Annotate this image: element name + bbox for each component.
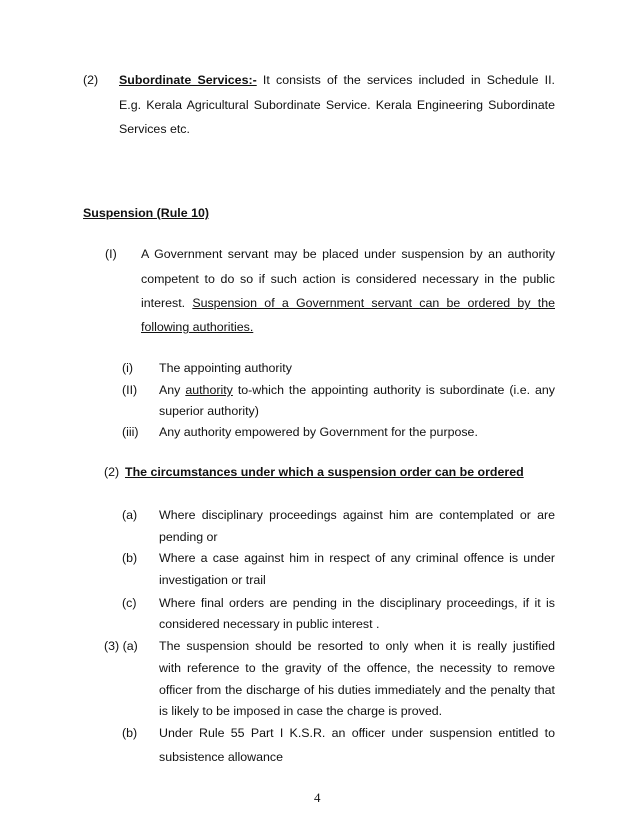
text: Any <box>159 383 186 397</box>
list-item: Where final orders are pending in the disciplinary proceedings, if it is <box>159 596 555 610</box>
item-number: (a) <box>122 508 138 522</box>
item-number: (3) (a) <box>104 639 138 653</box>
section-heading: The circumstances under which a suspension order can be ordered <box>125 465 524 479</box>
list-item <box>159 383 555 397</box>
text: interest. <box>141 296 193 310</box>
list-item: Where a case against him in respect of any criminal offence is under <box>159 551 555 565</box>
paragraph-line: with reference to the gravity of the offence, the necessity to remove <box>159 661 555 675</box>
item-number: (i) <box>122 361 134 375</box>
paragraph-line: Under Rule 55 Part I K.S.R. an officer under suspension entitled to <box>159 726 555 740</box>
list-item-continued: pending or <box>159 530 218 544</box>
item-number: (iii) <box>122 425 139 439</box>
paragraph-line: Services etc. <box>119 122 190 136</box>
underlined-text: Suspension of a Government servant can be ordered by the <box>192 296 555 310</box>
item-number: (c) <box>122 596 137 610</box>
list-item-continued: investigation or trail <box>159 573 266 587</box>
section-heading: Suspension (Rule 10) <box>83 206 209 220</box>
list-item: The appointing authority <box>159 361 292 375</box>
underlined-text: following authorities. <box>141 320 254 334</box>
item-number: (I) <box>105 247 117 261</box>
list-item-continued: considered necessary in public interest . <box>159 617 380 631</box>
item-number: (II) <box>122 383 138 397</box>
text: to-which the appointing authority is subordinate (i.e. any <box>232 383 556 397</box>
paragraph-line: subsistence allowance <box>159 750 283 764</box>
section-heading: Subordinate Services:- <box>119 73 257 87</box>
paragraph-line: A Government servant may be placed under suspension by an authority <box>141 247 555 261</box>
list-item: Any authority empowered by Government for the purpose. <box>159 425 478 439</box>
paragraph-line: officer from the discharge of his duties immediately and the penalty that <box>159 683 555 697</box>
item-number: (2) <box>83 73 99 87</box>
underlined-link[interactable]: authority <box>185 383 233 397</box>
item-number: (b) <box>122 726 138 740</box>
paragraph-line: competent to do so if such action is considered necessary in the public <box>141 272 555 286</box>
text: It consists of the services included in Schedule II. <box>256 73 555 87</box>
list-item: Where disciplinary proceedings against him are contemplated or are <box>159 508 555 522</box>
paragraph-line <box>141 296 555 310</box>
paragraph-line <box>119 73 555 87</box>
paragraph-line: is likely to be imposed in case the charge is proved. <box>159 704 443 718</box>
paragraph-line: E.g. Kerala Agricultural Subordinate Service. Kerala Engineering Subordinate <box>119 98 555 112</box>
list-item-continued: superior authority) <box>159 404 259 418</box>
paragraph-line: The suspension should be resorted to only when it is really justified <box>159 639 555 653</box>
page-number: 4 <box>314 790 321 805</box>
item-number: (2) <box>104 465 120 479</box>
item-number: (b) <box>122 551 138 565</box>
